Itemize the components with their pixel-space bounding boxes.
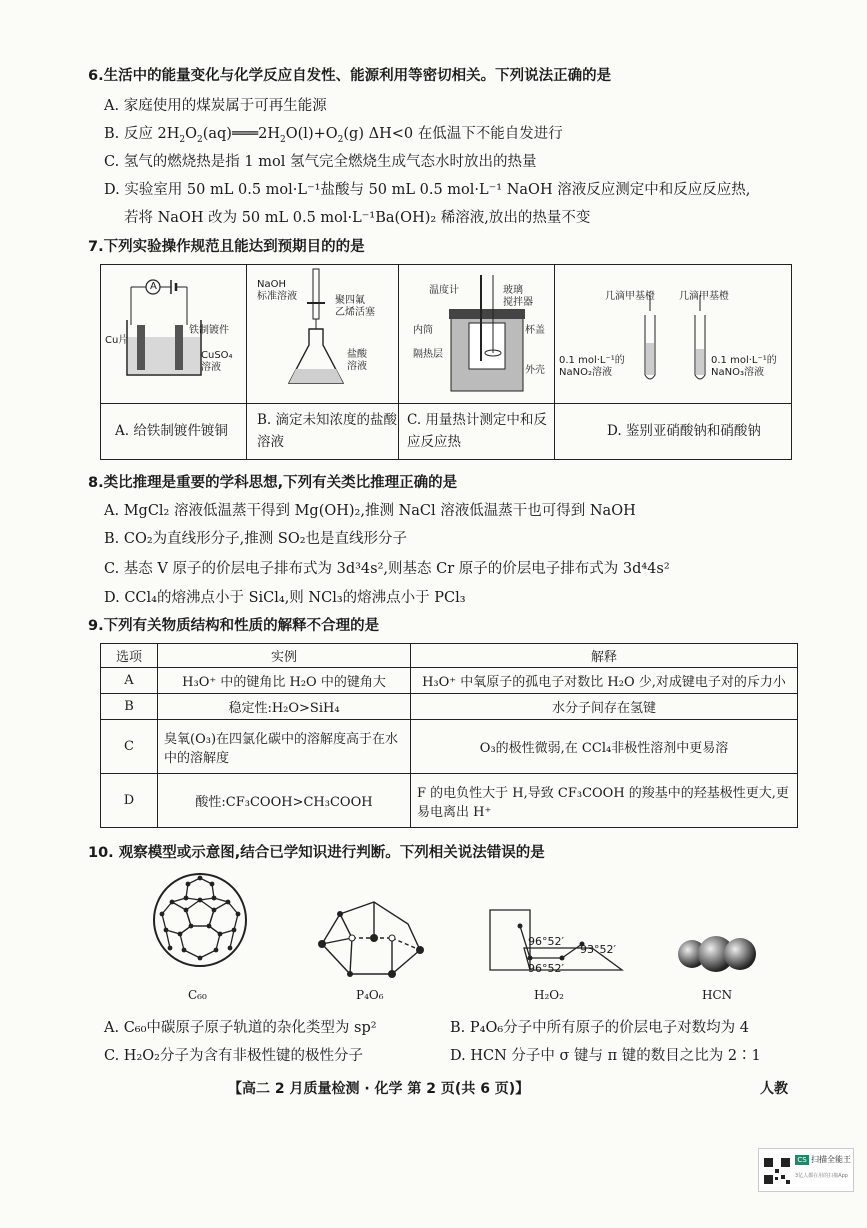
q8-option-b: B. CO₂为直线形分子,推测 SO₂也是直线形分子 [104,531,408,547]
stirrer-label-2: 搅拌器 [503,297,533,308]
q7-stem: 7.下列实验操作规范且能达到预期目的的是 [88,239,365,255]
q6-option-a: A. 家庭使用的煤炭属于可再生能源 [104,98,327,114]
ammeter-icon: A [150,281,157,292]
indicator-label-2: 几滴甲基橙 [679,291,729,302]
q9-cell-option: A [101,668,158,694]
table-row [101,774,798,828]
q6-stem: 6.生活中的能量变化与化学反应自发性、能源利用等密切相关。下列说法正确的是 [88,68,612,84]
publisher-label: 人教 [760,1081,788,1097]
cuso4-label-2: 溶液 [201,362,221,373]
nano3-label: 0.1 mol·L⁻¹的 [711,355,777,366]
q8-option-d: D. CCl₄的熔沸点小于 SiCl₄,则 NCl₃的熔沸点小于 PCl₃ [104,590,466,606]
page-footer: 【高二 2 月质量检测 · 化学 第 2 页(共 6 页)】 [228,1081,530,1097]
q7-caption-d: D. 鉴别亚硝酸钠和硝酸钠 [607,423,761,439]
table-row [101,668,798,694]
ptfe-label: 聚四氟 [335,295,365,306]
q9-cell-example: 酸性:CF₃COOH>CH₃COOH [158,774,411,828]
q9-cell-explanation: F 的电负性大于 H,导致 CF₃COOH 的羧基中的羟基极性更大,更易电离出 H⁺ [411,774,798,828]
naoh-label: NaOH [257,279,286,290]
q7-cell-b [247,265,399,459]
q8-option-c: C. 基态 V 原子的价层电子排布式为 3d³4s²,则基态 Cr 原子的价层电子排布式为 3d⁴4s² [104,561,670,577]
q9-cell-explanation: 水分子间存在氢键 [411,694,798,720]
q7-cell-a [101,265,247,459]
hcl-label-2: 溶液 [347,361,367,372]
insulation-label: 隔热层 [413,349,443,360]
q9-header-option: 选项 [101,644,158,668]
nano3-label-2: NaNO₃溶液 [711,367,764,378]
nano2-label-2: NaNO₂溶液 [559,367,612,378]
iron-label: 铁制镀件 [189,325,229,336]
indicator-label-1: 几滴甲基橙 [605,291,655,302]
cu-label: Cu片 [105,335,129,346]
lid-label: 杯盖 [525,325,545,336]
q7-caption-c: C. 用量热计测定中和反应反应热 [407,412,547,450]
hcn-model-icon [676,932,760,976]
scanner-watermark [758,1148,854,1192]
qr-code-icon [763,1157,791,1185]
q6-option-c: C. 氢气的燃烧热是指 1 mol 氢气完全燃烧生成气态水时放出的热量 [104,154,537,170]
c60-model-icon [150,870,250,970]
h2o2-angle-3: 96°52′ [528,962,564,975]
q7-caption-a: A. 给铁制镀件镀铜 [115,423,228,439]
q8-option-a: A. MgCl₂ 溶液低温蒸干得到 Mg(OH)₂,推测 NaCl 溶液低温蒸干也可得到 NaOH [104,503,636,519]
q7-cell-d [555,265,793,459]
q7-figure-table [100,264,792,460]
q10-option-c: C. H₂O₂分子为含有非极性键的极性分子 [104,1048,363,1064]
q10-option-a: A. C₆₀中碳原子原子轨道的杂化类型为 sp² [104,1020,377,1036]
q10-stem: 10. 观察模型或示意图,结合已学知识进行判断。下列相关说法错误的是 [88,845,545,861]
q9-table [100,643,798,828]
q9-header-explanation: 解释 [411,644,798,668]
nano2-label: 0.1 mol·L⁻¹的 [559,355,625,366]
q9-cell-option: D [101,774,158,828]
ptfe-label-2: 乙烯活塞 [335,307,375,318]
q6-option-b: B. 反应 $2H_2O_2(aq)═══2H_2O(l)+O_2(g)$ ΔH<0 在低温下不能自发进行 [104,126,563,145]
h2o2-angle-2: 93°52′ [580,943,616,956]
c60-label: C₆₀ [188,988,207,1002]
q10-option-d: D. HCN 分子中 σ 键与 π 键的数目之比为 2∶1 [450,1048,761,1064]
q6-option-d-line1: D. 实验室用 50 mL 0.5 mol·L⁻¹盐酸与 50 mL 0.5 mol·L⁻¹ NaOH 溶液反应测定中和反应反应热, [104,182,751,198]
thermometer-label: 温度计 [429,285,459,296]
naoh-std-label: 标准溶液 [257,291,297,302]
test-tube-diagram [555,265,793,403]
scanner-subtitle: 3亿人都在用的扫描App [795,1173,848,1179]
q9-stem: 9.下列有关物质结构和性质的解释不合理的是 [88,618,380,634]
q7-caption-b: B. 滴定未知浓度的盐酸溶液 [257,412,398,450]
q9-cell-option: C [101,720,158,774]
q9-cell-explanation: O₃的极性微弱,在 CCl₄非极性溶剂中更易溶 [411,720,798,774]
h2o2-label: H₂O₂ [534,988,564,1002]
hcn-label: HCN [702,988,733,1002]
table-row [101,694,798,720]
outer-shell-label: 外壳 [525,365,545,376]
q8-stem: 8.类比推理是重要的学科思想,下列有关类比推理正确的是 [88,475,458,491]
stirrer-label: 玻璃 [503,285,523,296]
cs-logo-icon: CS [795,1155,809,1165]
cuso4-label: CuSO₄ [201,350,233,361]
p4o6-model-icon [312,898,432,978]
h2o2-angle-1: 96°52′ [528,935,564,948]
q7-cell-c [399,265,555,459]
q10-option-b: B. P₄O₆分子中所有原子的价层电子对数均为 4 [450,1020,749,1036]
inner-cup-label: 内筒 [413,325,433,336]
q9-cell-example: H₃O⁺ 中的键角比 H₂O 中的键角大 [158,668,411,694]
q6-option-d-line2: 若将 NaOH 改为 50 mL 0.5 mol·L⁻¹Ba(OH)₂ 稀溶液,放出的热量不变 [124,210,591,226]
q9-cell-example: 稳定性:H₂O>SiH₄ [158,694,411,720]
q9-cell-explanation: H₃O⁺ 中氧原子的孤电子对数比 H₂O 少,对成键电子对的斥力小 [411,668,798,694]
table-row [101,720,798,774]
q9-cell-option: B [101,694,158,720]
q9-header-example: 实例 [158,644,411,668]
q9-cell-example: 臭氧(O₃)在四氯化碳中的溶解度高于在水中的溶解度 [158,720,411,774]
hcl-label: 盐酸 [347,349,367,360]
scanner-title: 扫描全能王 [811,1155,851,1164]
p4o6-label: P₄O₆ [356,988,384,1002]
